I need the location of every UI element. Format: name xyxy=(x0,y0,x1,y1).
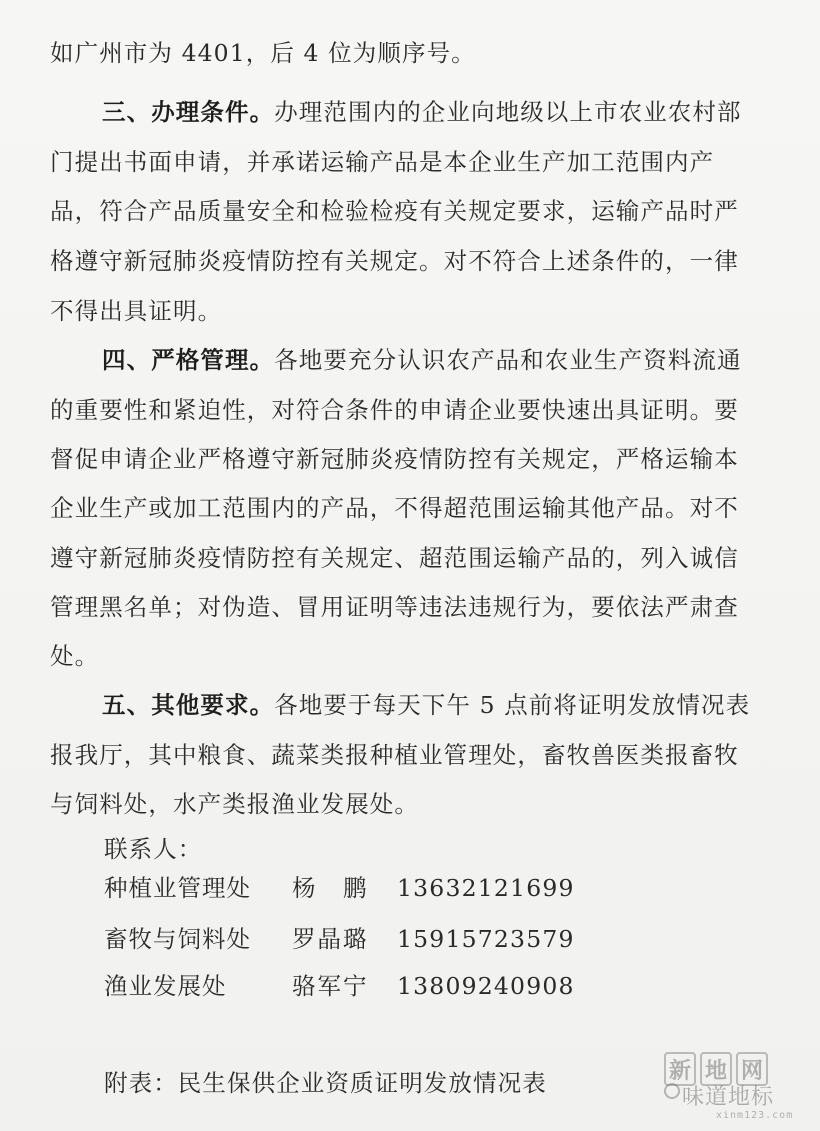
body-line: 管理黑名单；对伪造、冒用证明等违法违规行为，要依法严肃查 xyxy=(50,593,739,621)
section-3-first-line: 三、办理条件。办理范围内的企业向地级以上市农业农村部 xyxy=(102,98,742,126)
section-5-heading: 五、其他要求。 xyxy=(102,691,275,719)
watermark-logo-char: 地 xyxy=(700,1052,732,1086)
body-line: 处。 xyxy=(50,642,100,670)
contact-dept: 畜牧与饲料处 xyxy=(104,925,251,953)
body-line: 的重要性和紧迫性，对符合条件的申请企业要快速出具证明。要 xyxy=(50,396,739,424)
contact-phone: 15915723579 xyxy=(397,925,575,953)
watermark-logo-char: 网 xyxy=(736,1052,768,1086)
body-line: 如广州市为 4401，后 4 位为顺序号。 xyxy=(50,39,476,67)
section-5-first-line: 五、其他要求。各地要于每天下午 5 点前将证明发放情况表 xyxy=(102,691,751,719)
body-line: 格遵守新冠肺炎疫情防控有关规定。对不符合上述条件的，一律 xyxy=(50,247,739,275)
body-line: 报我厅，其中粮食、蔬菜类报种植业管理处，畜牧兽医类报畜牧 xyxy=(50,741,739,769)
body-line: 品，符合产品质量安全和检验检疫有关规定要求，运输产品时严 xyxy=(50,197,739,225)
body-line: 与饲料处，水产类报渔业发展处。 xyxy=(50,790,419,818)
watermark-url: xinm123.com xyxy=(716,1110,794,1121)
contact-person: 罗晶璐 xyxy=(292,925,369,953)
contact-person: 杨 鹏 xyxy=(292,874,369,902)
contact-person: 骆军宁 xyxy=(292,972,369,1000)
contacts-label: 联系人： xyxy=(104,835,203,863)
watermark-text: 味道地标 xyxy=(682,1085,775,1110)
section-4-heading: 四、严格管理。 xyxy=(102,346,275,374)
watermark-logo-char: 新 xyxy=(664,1052,696,1086)
body-line: 门提出书面申请，并承诺运输产品是本企业生产加工范围内产 xyxy=(50,148,715,176)
contact-phone: 13809240908 xyxy=(397,972,575,1000)
contact-dept: 渔业发展处 xyxy=(104,972,227,1000)
body-line: 遵守新冠肺炎疫情防控有关规定、超范围运输产品的，列入诚信 xyxy=(50,544,739,572)
body-line: 不得出具证明。 xyxy=(50,297,223,325)
body-line: 督促申请企业严格遵守新冠肺炎疫情防控有关规定，严格运输本 xyxy=(50,445,739,473)
contact-dept: 种植业管理处 xyxy=(104,874,251,902)
contact-phone: 13632121699 xyxy=(397,874,575,902)
section-4-first-line: 四、严格管理。各地要充分认识农产品和农业生产资料流通 xyxy=(102,346,742,374)
attachment-note: 附表：民生保供企业资质证明发放情况表 xyxy=(104,1069,547,1097)
body-line: 企业生产或加工范围内的产品，不得超范围运输其他产品。对不 xyxy=(50,494,739,522)
section-3-heading: 三、办理条件。 xyxy=(102,98,275,126)
watermark xyxy=(664,1052,814,1124)
watermark-circle-icon xyxy=(664,1083,680,1099)
